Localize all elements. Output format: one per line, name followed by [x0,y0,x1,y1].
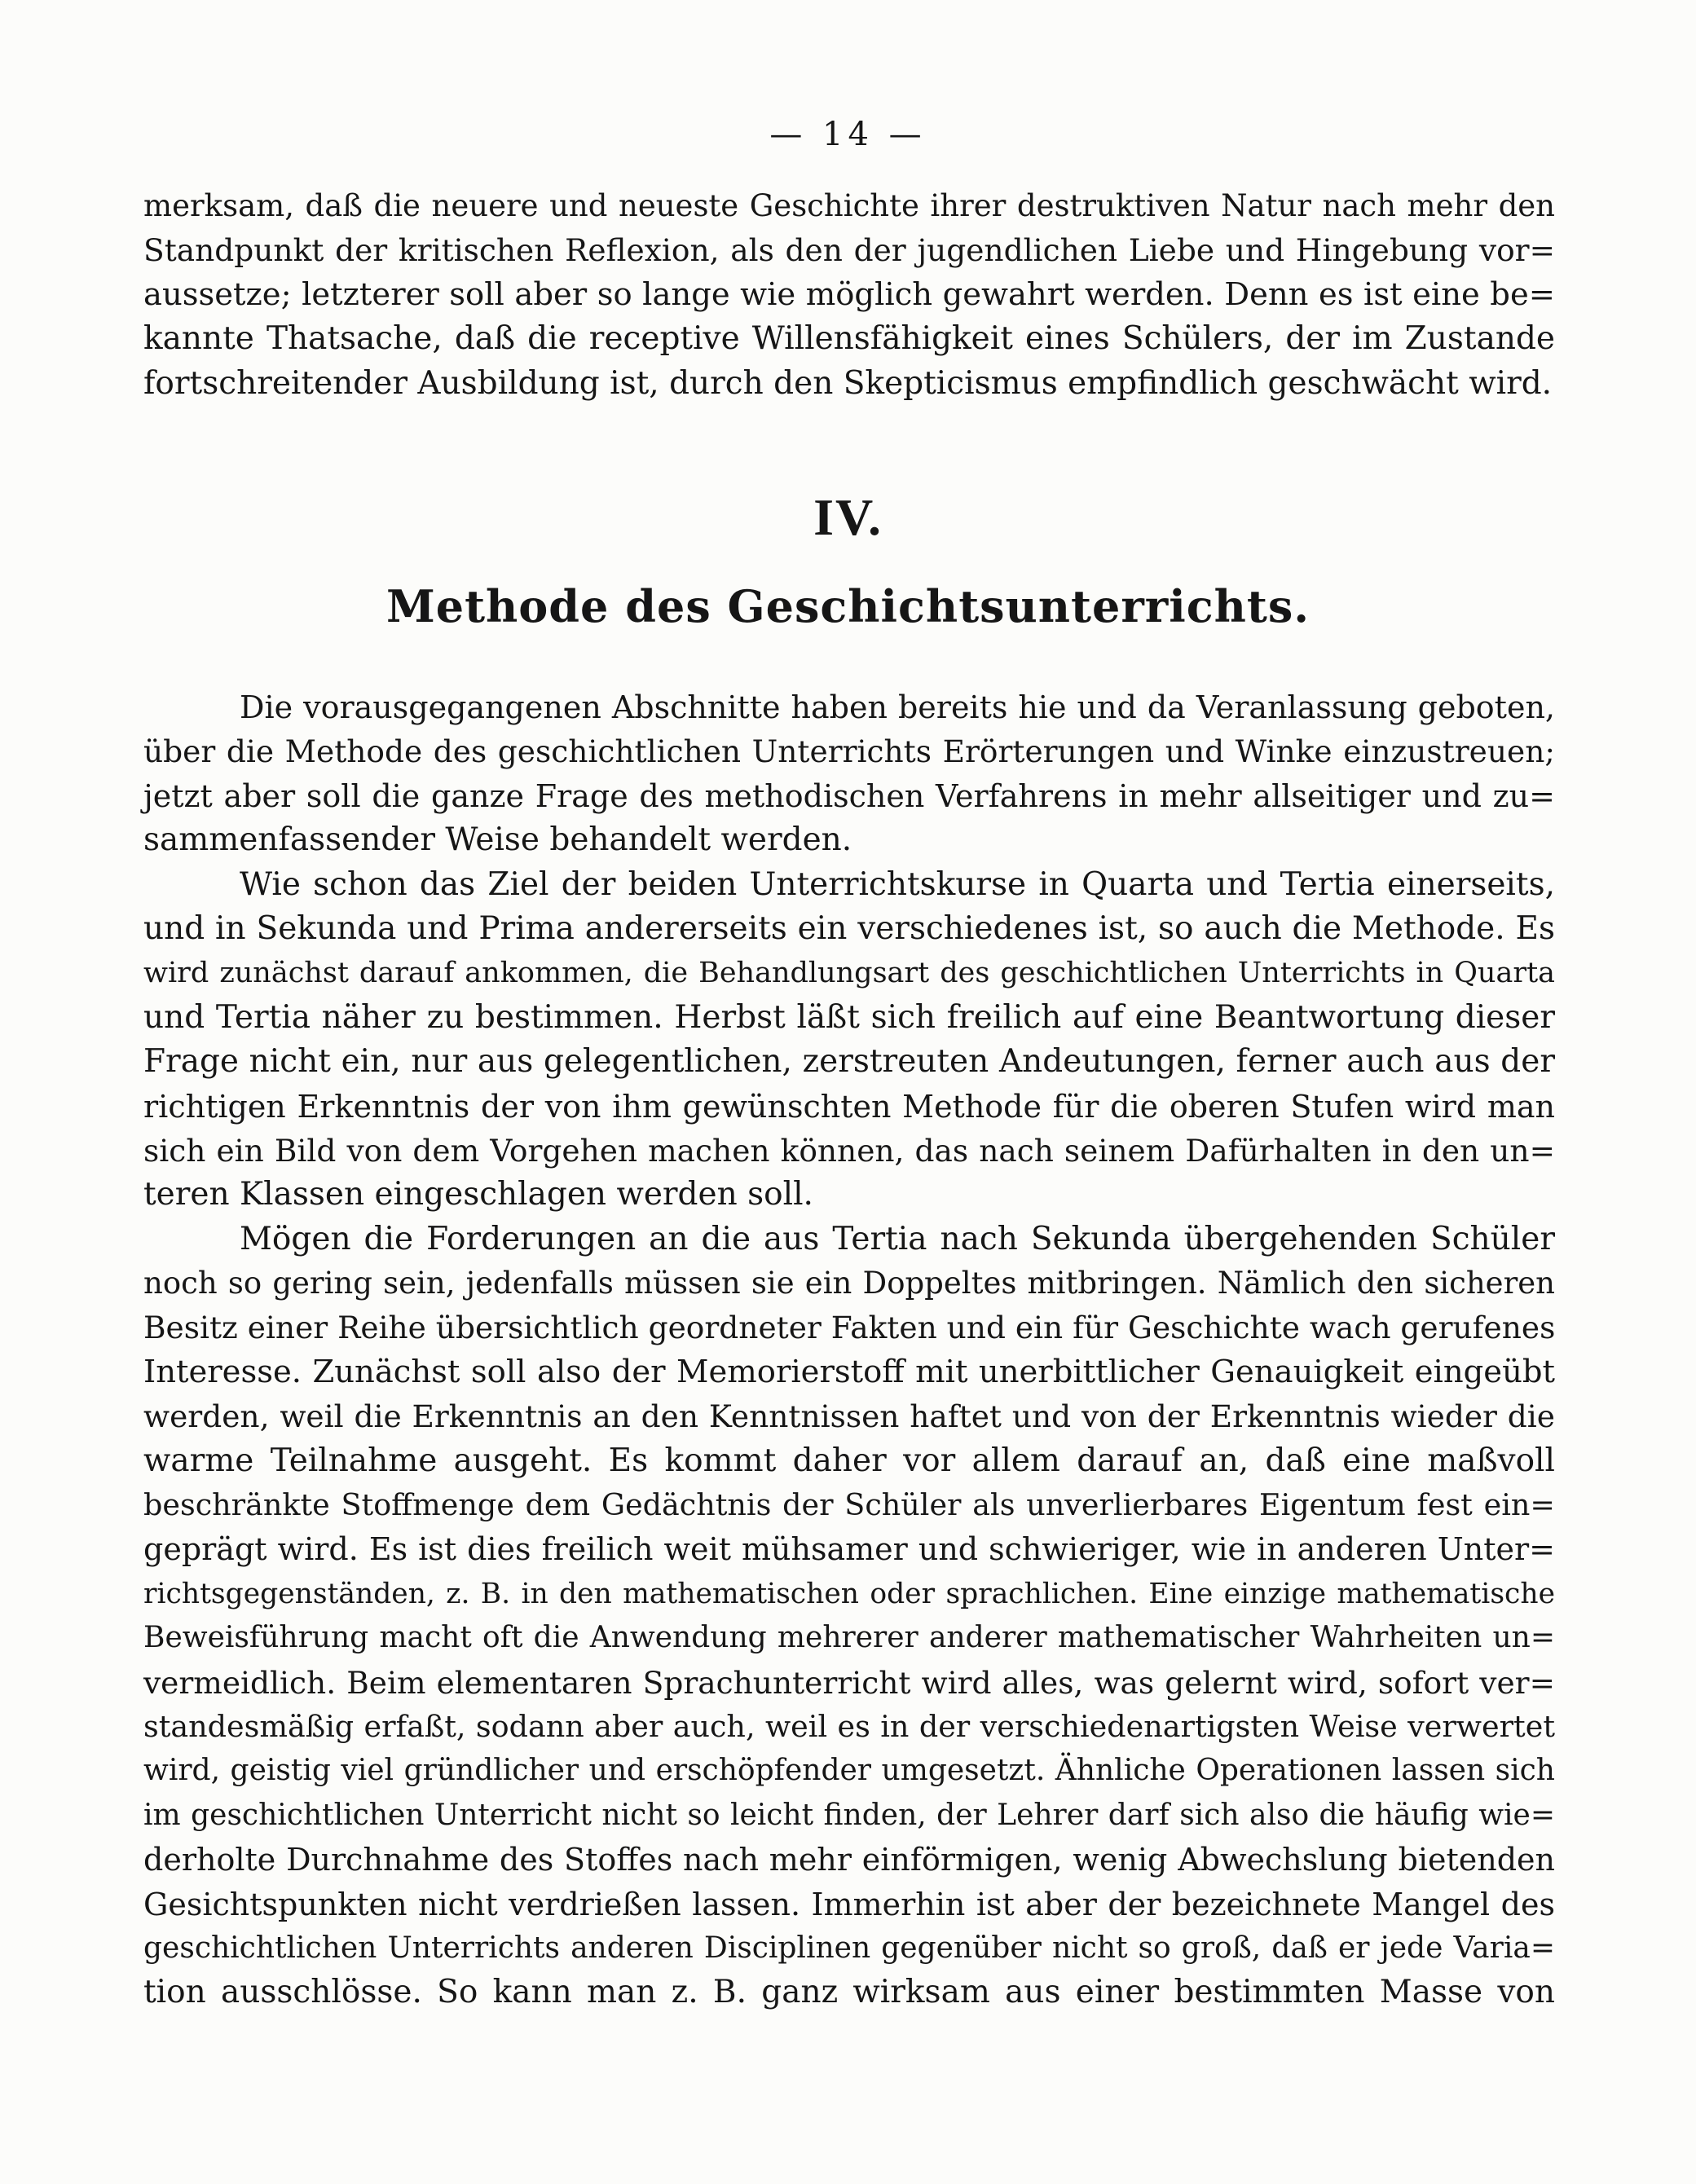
text-line: fortschreitender Ausbildung ist, durch den Skepticismus empfindlich geschwächt wird. [143,364,1553,402]
text-line: und in Sekunda und Prima andererseits ein verschiedenes ist, so auch die Methode. Es [143,909,1555,947]
text-line: derholte Durchnahme des Stoffes nach mehr einförmigen, wenig Abwechslung bietenden [143,1842,1555,1878]
text-line: Die vorausgegangenen Abschnitte haben bereits hie und da Veranlassung geboten, [240,689,1555,725]
text-line: über die Methode des geschichtlichen Unterrichts Erörterungen und Winke einzustreuen; [143,733,1555,770]
text-line: Gesichtspunkten nicht verdrießen lassen. Immerhin ist aber der bezeichnete Mangel des [143,1886,1555,1922]
chapter-body [143,685,1555,2015]
text-line: Mögen die Forderungen an die aus Tertia nach Sekunda übergehenden Schüler [240,1220,1555,1257]
text-line: richtigen Erkenntnis der von ihm gewünschten Methode für die oberen Stufen wird man [143,1088,1555,1125]
text-line: wird, geistig viel gründlicher und erschöpfender umgesetzt. Ähnliche Operationen lassen sich [143,1754,1555,1788]
text-line: Beweisführung macht oft die Anwendung mehrerer anderer mathematischer Wahrheiten un= [143,1621,1555,1655]
text-line: im geschichtlichen Unterricht nicht so leicht finden, der Lehrer darf sich also die häufig wie= [143,1798,1555,1832]
chapter-title: Methode des Geschichtsunterrichts. [385,580,1311,632]
text-line: sich ein Bild von dem Vorgehen machen können, das nach seinem Dafürhalten in den un= [143,1132,1555,1169]
text-line: Interesse. Zunächst soll also der Memorierstoff mit unerbittlicher Genauigkeit eingeübt [143,1353,1555,1390]
text-line: wird zunächst darauf ankommen, die Behandlungsart des geschichtlichen Unterrichts in Quarta [143,957,1555,990]
text-line: merksam, daß die neuere und neueste Geschichte ihrer destruktiven Natur nach mehr den [143,188,1555,223]
text-line: und Tertia näher zu bestimmen. Herbst läßt sich freilich auf eine Beantwortung dieser [143,998,1555,1036]
text-line: sammenfassender Weise behandelt werden. [143,821,852,859]
text-line: teren Klassen eingeschlagen werden soll. [143,1176,813,1213]
text-line: geschichtlichen Unterrichts anderen Disciplinen gegenüber nicht so groß, daß er jede Varia= [143,1931,1555,1965]
text-line: beschränkte Stoffmenge dem Gedächtnis der Schüler als unverlierbares Eigentum fest ein= [143,1487,1555,1523]
text-line: warme Teilnahme ausgeht. Es kommt daher vor allem darauf an, daß eine maßvoll [143,1442,1555,1479]
text-line: kannte Thatsache, daß die receptive Willensfähigkeit eines Schülers, der im Zustande [143,320,1555,358]
page-number: — 14 — [769,116,927,153]
text-line: werden, weil die Erkenntnis an den Kenntnissen haftet und von der Erkenntnis wieder die [143,1398,1555,1435]
text-line: geprägt wird. Es ist dies freilich weit mühsamer und schwieriger, wie in anderen Unter= [143,1531,1555,1568]
text-line: tion ausschlösse. So kann man z. B. ganz wirksam aus einer bestimmten Masse von [143,1974,1555,2011]
intro-paragraph [143,184,1555,406]
text-line: Wie schon das Ziel der beiden Unterrichtskurse in Quarta und Tertia einerseits, [240,865,1555,903]
text-line: vermeidlich. Beim elementaren Sprachunterricht wird alles, was gelernt wird, sofort ver= [143,1664,1555,1701]
text-line: richtsgegenständen, z. B. in den mathematischen oder sprachlichen. Eine einzige mathematische [143,1577,1555,1610]
text-line: Frage nicht ein, nur aus gelegentlichen, zerstreuten Andeutungen, ferner auch aus der [143,1043,1555,1081]
chapter-number: IV. [813,488,883,546]
text-line: jetzt aber soll die ganze Frage des methodischen Verfahrens in mehr allseitiger und zu= [143,777,1555,814]
text-line: aussetze; letzterer soll aber so lange wie möglich gewahrt werden. Denn es ist eine be= [143,275,1555,313]
text-line: Besitz einer Reihe übersichtlich geordneter Fakten und ein für Geschichte wach gerufenes [143,1310,1556,1346]
text-line: standesmäßig erfaßt, sodann aber auch, weil es in der verschiedenartigsten Weise verwertet [143,1708,1555,1744]
text-line: noch so gering sein, jedenfalls müssen sie ein Doppeltes mitbringen. Nämlich den sicheren [143,1266,1555,1301]
text-line: Standpunkt der kritischen Reflexion, als den der jugendlichen Liebe und Hingebung vor= [143,232,1555,269]
